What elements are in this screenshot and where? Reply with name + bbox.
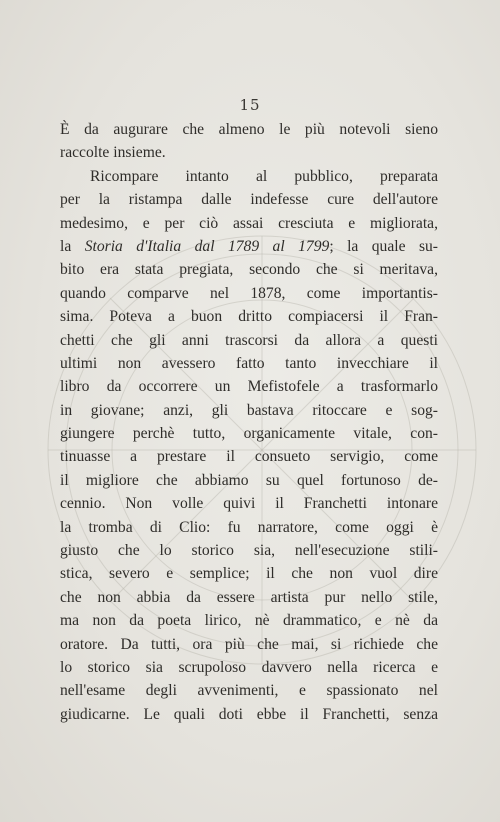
text-line: giusto che lo storico sia, nell'esecuzione stili- xyxy=(60,542,438,560)
text-line: per la ristampa dalle indefesse cure dell'autore xyxy=(60,191,438,209)
text-line: nell'esame degli avvenimenti, e spassionato nel xyxy=(60,682,438,700)
text-line: medesimo, e per ciò assai cresciuta e migliorata, xyxy=(60,214,438,232)
text-line: che non abbia da essere artista pur nello stile, xyxy=(60,588,438,606)
line-prefix: la xyxy=(60,237,72,255)
text-line: la tromba di Clio: fu narratore, come oggi è xyxy=(60,518,438,536)
text-line: ma non da poeta lirico, nè drammatico, e nè da xyxy=(60,612,438,630)
page-number: 15 xyxy=(239,96,261,114)
text-line: cennio. Non volle quivi il Franchetti intonare xyxy=(60,495,438,513)
text-line: il migliore che abbiamo su quel fortunoso de- xyxy=(60,471,438,489)
text-line: oratore. Da tutti, ora più che mai, si richiede che xyxy=(60,635,438,653)
body-text xyxy=(60,118,438,726)
text-line: chetti che gli anni trascorsi da allora a questi xyxy=(60,331,438,349)
text-line: lo storico sia scrupoloso davvero nella ricerca e xyxy=(60,658,438,676)
text-line: ultimi non avessero fatto tanto invecchiare il xyxy=(60,354,438,372)
text-line: giungere perchè tutto, organicamente vitale, con- xyxy=(60,425,438,443)
text-line: libro da occorrere un Mefistofele a trasformarlo xyxy=(60,378,438,396)
line-suffix: ; la quale su- xyxy=(329,237,438,255)
text-line: Ricompare intanto al pubblico, preparata xyxy=(90,167,438,185)
text-line-with-title xyxy=(60,235,438,258)
text-line: raccolte insieme. xyxy=(60,144,166,162)
book-title: Storia d'Italia dal 1789 al 1799 xyxy=(84,237,330,255)
text-line: stica, severo e semplice; il che non vuol dire xyxy=(60,565,438,583)
text-line: È da augurare che almeno le più notevoli sieno xyxy=(60,121,438,138)
text-line: giudicarne. Le quali doti ebbe il Franchetti, senza xyxy=(60,705,438,723)
text-line: quando comparve nel 1878, come importantis- xyxy=(60,284,438,302)
text-line: tinuasse a prestare il consueto servigio, come xyxy=(60,448,438,466)
text-line: in giovane; anzi, gli bastava ritoccare e sog- xyxy=(60,401,438,419)
text-line: bito era stata pregiata, secondo che si meritava, xyxy=(60,261,438,279)
text-line: sima. Poteva a buon dritto compiacersi il Fran- xyxy=(60,308,438,326)
